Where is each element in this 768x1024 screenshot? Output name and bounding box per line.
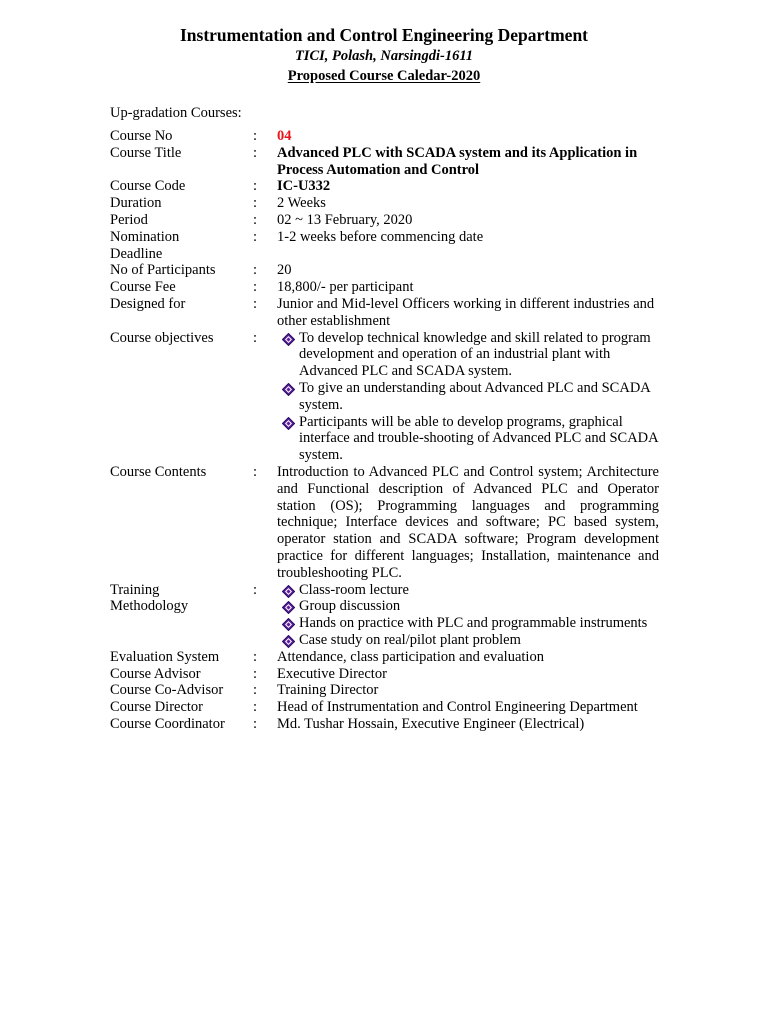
value-course-coordinator: Md. Tushar Hossain, Executive Engineer (Electrical)	[277, 715, 585, 732]
value-period: 02 ~ 13 February, 2020	[277, 211, 413, 228]
label-course-fee: Course Fee	[110, 279, 176, 296]
row-course-no	[110, 128, 660, 145]
separator: :	[253, 665, 258, 682]
list-item	[277, 380, 659, 414]
list-item	[277, 414, 659, 464]
row-period	[110, 212, 660, 229]
value-training-methodology	[277, 582, 659, 649]
label-evaluation-system: Evaluation System	[110, 648, 220, 665]
label-course-contents: Course Contents	[110, 463, 207, 480]
row-evaluation-system	[110, 649, 660, 666]
separator: :	[253, 463, 258, 480]
label-nomination-deadline: Nomination Deadline	[110, 228, 180, 262]
institute-address: TICI, Polash, Narsingdi-1611	[294, 48, 474, 64]
list-item	[277, 582, 659, 599]
calendar-title-text: Proposed Course Caledar-2020	[287, 68, 481, 84]
methodology-text: Group discussion	[299, 598, 401, 615]
label-course-director: Course Director	[110, 699, 204, 716]
row-course-advisor	[110, 666, 660, 683]
methodology-list	[277, 582, 659, 649]
row-participants	[110, 262, 660, 279]
label-designed-for: Designed for	[110, 295, 186, 312]
diamond-bullet-icon	[277, 330, 299, 346]
value-course-no: 04	[277, 128, 292, 144]
value-course-code: IC-U332	[277, 178, 331, 195]
value-course-title: Advanced PLC with SCADA system and its Application in Process Automation and Control	[277, 144, 638, 178]
diamond-bullet-icon	[277, 380, 299, 396]
methodology-text: Case study on real/pilot plant problem	[299, 631, 521, 648]
diamond-bullet-icon	[277, 414, 299, 430]
row-duration	[110, 195, 660, 212]
department-heading: Instrumentation and Control Engineering Department	[179, 25, 589, 45]
label-course-title: Course Title	[110, 144, 182, 161]
row-course-title	[110, 145, 660, 179]
value-course-director: Head of Instrumentation and Control Engineering Department	[277, 699, 638, 716]
list-item	[277, 632, 659, 649]
label-course-co-advisor: Course Co-Advisor	[110, 682, 224, 699]
separator: :	[253, 581, 258, 598]
row-course-coordinator	[110, 716, 660, 733]
row-course-director	[110, 699, 660, 716]
calendar-title	[0, 67, 768, 86]
value-nomination-deadline: 1-2 weeks before commencing date	[277, 228, 484, 245]
list-item	[277, 330, 659, 380]
value-course-advisor: Executive Director	[277, 665, 387, 682]
methodology-text: Hands on practice with PLC and programmable instruments	[299, 615, 648, 632]
separator: :	[253, 128, 258, 144]
separator: :	[253, 195, 258, 212]
separator: :	[253, 295, 258, 312]
separator: :	[253, 228, 258, 245]
diamond-bullet-icon	[277, 598, 299, 614]
separator: :	[253, 262, 258, 279]
diamond-bullet-icon	[277, 615, 299, 631]
separator: :	[253, 682, 258, 699]
methodology-text: Class-room lecture	[299, 581, 409, 598]
separator: :	[253, 279, 258, 296]
separator: :	[253, 178, 258, 195]
separator: :	[253, 329, 258, 346]
label-duration: Duration	[110, 195, 162, 212]
course-details-table	[110, 128, 660, 733]
list-item	[277, 598, 659, 615]
separator: :	[253, 144, 258, 161]
row-course-code	[110, 178, 660, 195]
separator: :	[253, 211, 258, 228]
separator: :	[253, 699, 258, 716]
section-title: Up-gradation Courses:	[110, 105, 242, 121]
separator: :	[253, 648, 258, 665]
value-course-objectives	[277, 330, 659, 464]
row-course-objectives	[110, 330, 660, 464]
label-course-code: Course Code	[110, 178, 186, 195]
label-course-coordinator: Course Coordinator	[110, 715, 225, 732]
row-training-methodology	[110, 582, 660, 649]
objective-text: To develop technical knowledge and skill related to program development and operation of an industrial plant with Advanced PLC and SCADA system.	[299, 329, 651, 380]
label-course-objectives: Course objectives	[110, 329, 214, 346]
row-course-co-advisor	[110, 682, 660, 699]
value-designed-for: Junior and Mid-level Officers working in different industries and other establishment	[277, 295, 655, 329]
value-evaluation-system: Attendance, class participation and evaluation	[277, 648, 544, 665]
label-course-no: Course No	[110, 128, 173, 144]
value-course-fee: 18,800/- per participant	[277, 279, 414, 296]
label-course-advisor: Course Advisor	[110, 665, 201, 682]
value-course-contents: Introduction to Advanced PLC and Control system; Architecture and Functional description of Advanced PLC and Operator station (OS); Programming languages and programming technique; Interface devices and software; PC based system, operator station and SCADA software; Program development practice for different languages; Installation, maintenance and troubleshooting PLC.	[277, 463, 659, 581]
diamond-bullet-icon	[277, 632, 299, 648]
objective-text: To give an understanding about Advanced PLC and SCADA system.	[299, 379, 650, 413]
value-participants: 20	[277, 262, 292, 279]
row-nomination-deadline	[110, 229, 660, 263]
diamond-bullet-icon	[277, 582, 299, 598]
objectives-list	[277, 330, 659, 464]
list-item	[277, 615, 659, 632]
label-training-methodology: Training Methodology	[110, 581, 189, 615]
value-course-co-advisor: Training Director	[277, 682, 379, 699]
objective-text: Participants will be able to develop programs, graphical interface and trouble-shooting of Advanced PLC and SCADA system.	[299, 413, 658, 464]
separator: :	[253, 715, 258, 732]
value-duration: 2 Weeks	[277, 195, 326, 212]
row-course-fee	[110, 279, 660, 296]
label-participants: No of Participants	[110, 262, 216, 279]
row-course-contents	[110, 464, 660, 582]
row-designed-for	[110, 296, 660, 330]
label-period: Period	[110, 211, 148, 228]
